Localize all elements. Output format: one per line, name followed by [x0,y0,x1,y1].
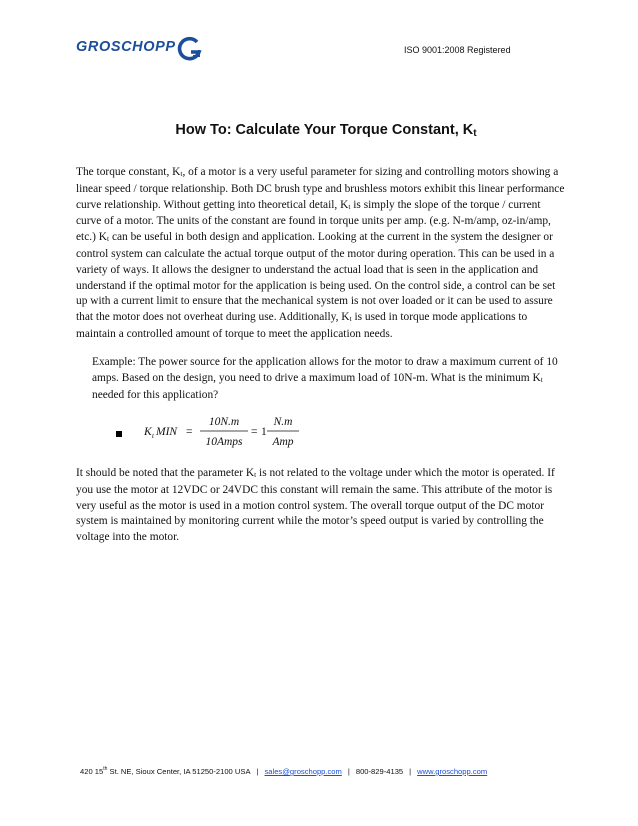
logo-wordmark: GROSCHOPP [76,39,176,55]
iso-registration: ISO 9001:2008 Registered [404,45,511,55]
formula-denominator-2: Amp [272,436,294,448]
footer-phone: 800-829-4135 [355,767,404,776]
formula-lhs: K [144,426,152,438]
footer-separator: | [409,767,412,776]
footer-separator: | [347,767,350,776]
formula-coefficient: 1 [261,426,267,438]
formula-numerator-2: N.m [273,416,293,428]
formula-lhs-subscript: t [152,432,154,440]
formula-equals: = [186,426,193,438]
formula-lhs-min: MIN [156,426,178,438]
example-paragraph: Example: The power source for the application allows for the motor to draw a maximum current of 10 amps. Based on the design, you need to drive a maximum load of 10N-m. What is the minimum $K_t$ needed for this application? [92,356,558,401]
closing-paragraph: It should be noted that the parameter $K_t$ is not related to the voltage under which the motor is operated. If you use the motor at 12VDC or 24VDC this constant will remain the same. This attribute of the motor is very useful as the motor is used in a motion control system. The overall torque output of the DC motor system is maintained by monitoring current while the motor’s speed output is varied by controlling the voltage into the motor. [76,467,555,544]
company-logo [76,36,204,62]
formula-denominator-1: 10Amps [205,436,243,448]
formula-equals-2: = [251,426,258,438]
page-footer [80,766,600,776]
torque-constant-formula [144,414,324,450]
footer-separator: | [256,767,259,776]
logo-g-mark-icon [177,36,203,62]
footer-email-link[interactable]: sales@groschopp.com [264,767,342,776]
bullet-square-icon [116,431,122,437]
intro-paragraph: The torque constant, $K_t$, of a motor is a very useful parameter for sizing and controlling motors showing a linear speed / torque relationship. Both DC brush type and brushless motors exhibit this linear performance curve relationship. Without getting into theoretical detail, $K_t$ is simply the slope of the torque / current curve of a motor. The units of the constant are found in torque units per amp. (e.g. N-m/amp, oz-in/amp, etc.) $K_t$ can be useful in both design and application. Looking at the current in the system the designer or control system can calculate the actual torque output of the motor during operation. This can be used in a variety of ways. It allows the designer to understand the actual load that is seen in the application and understand if the optimal motor for the application is being used. On the control side, a control can be set up with a current limit to ensure that the mechanical system is not over loaded or it can be used to assure that the motor does not overheat during use. Additionally, $K_t$ is used in torque mode applications to maintain a controlled amount of torque to meet the application needs. [76,166,565,340]
footer-website-link[interactable]: www.groschopp.com [417,767,488,776]
footer-address: 420 15th St. NE, Sioux Center, IA 51250-2100 USA [80,766,251,776]
page-title: How To: Calculate Your Torque Constant, $K_t$ [175,122,477,139]
formula-numerator-1: 10N.m [208,416,240,428]
